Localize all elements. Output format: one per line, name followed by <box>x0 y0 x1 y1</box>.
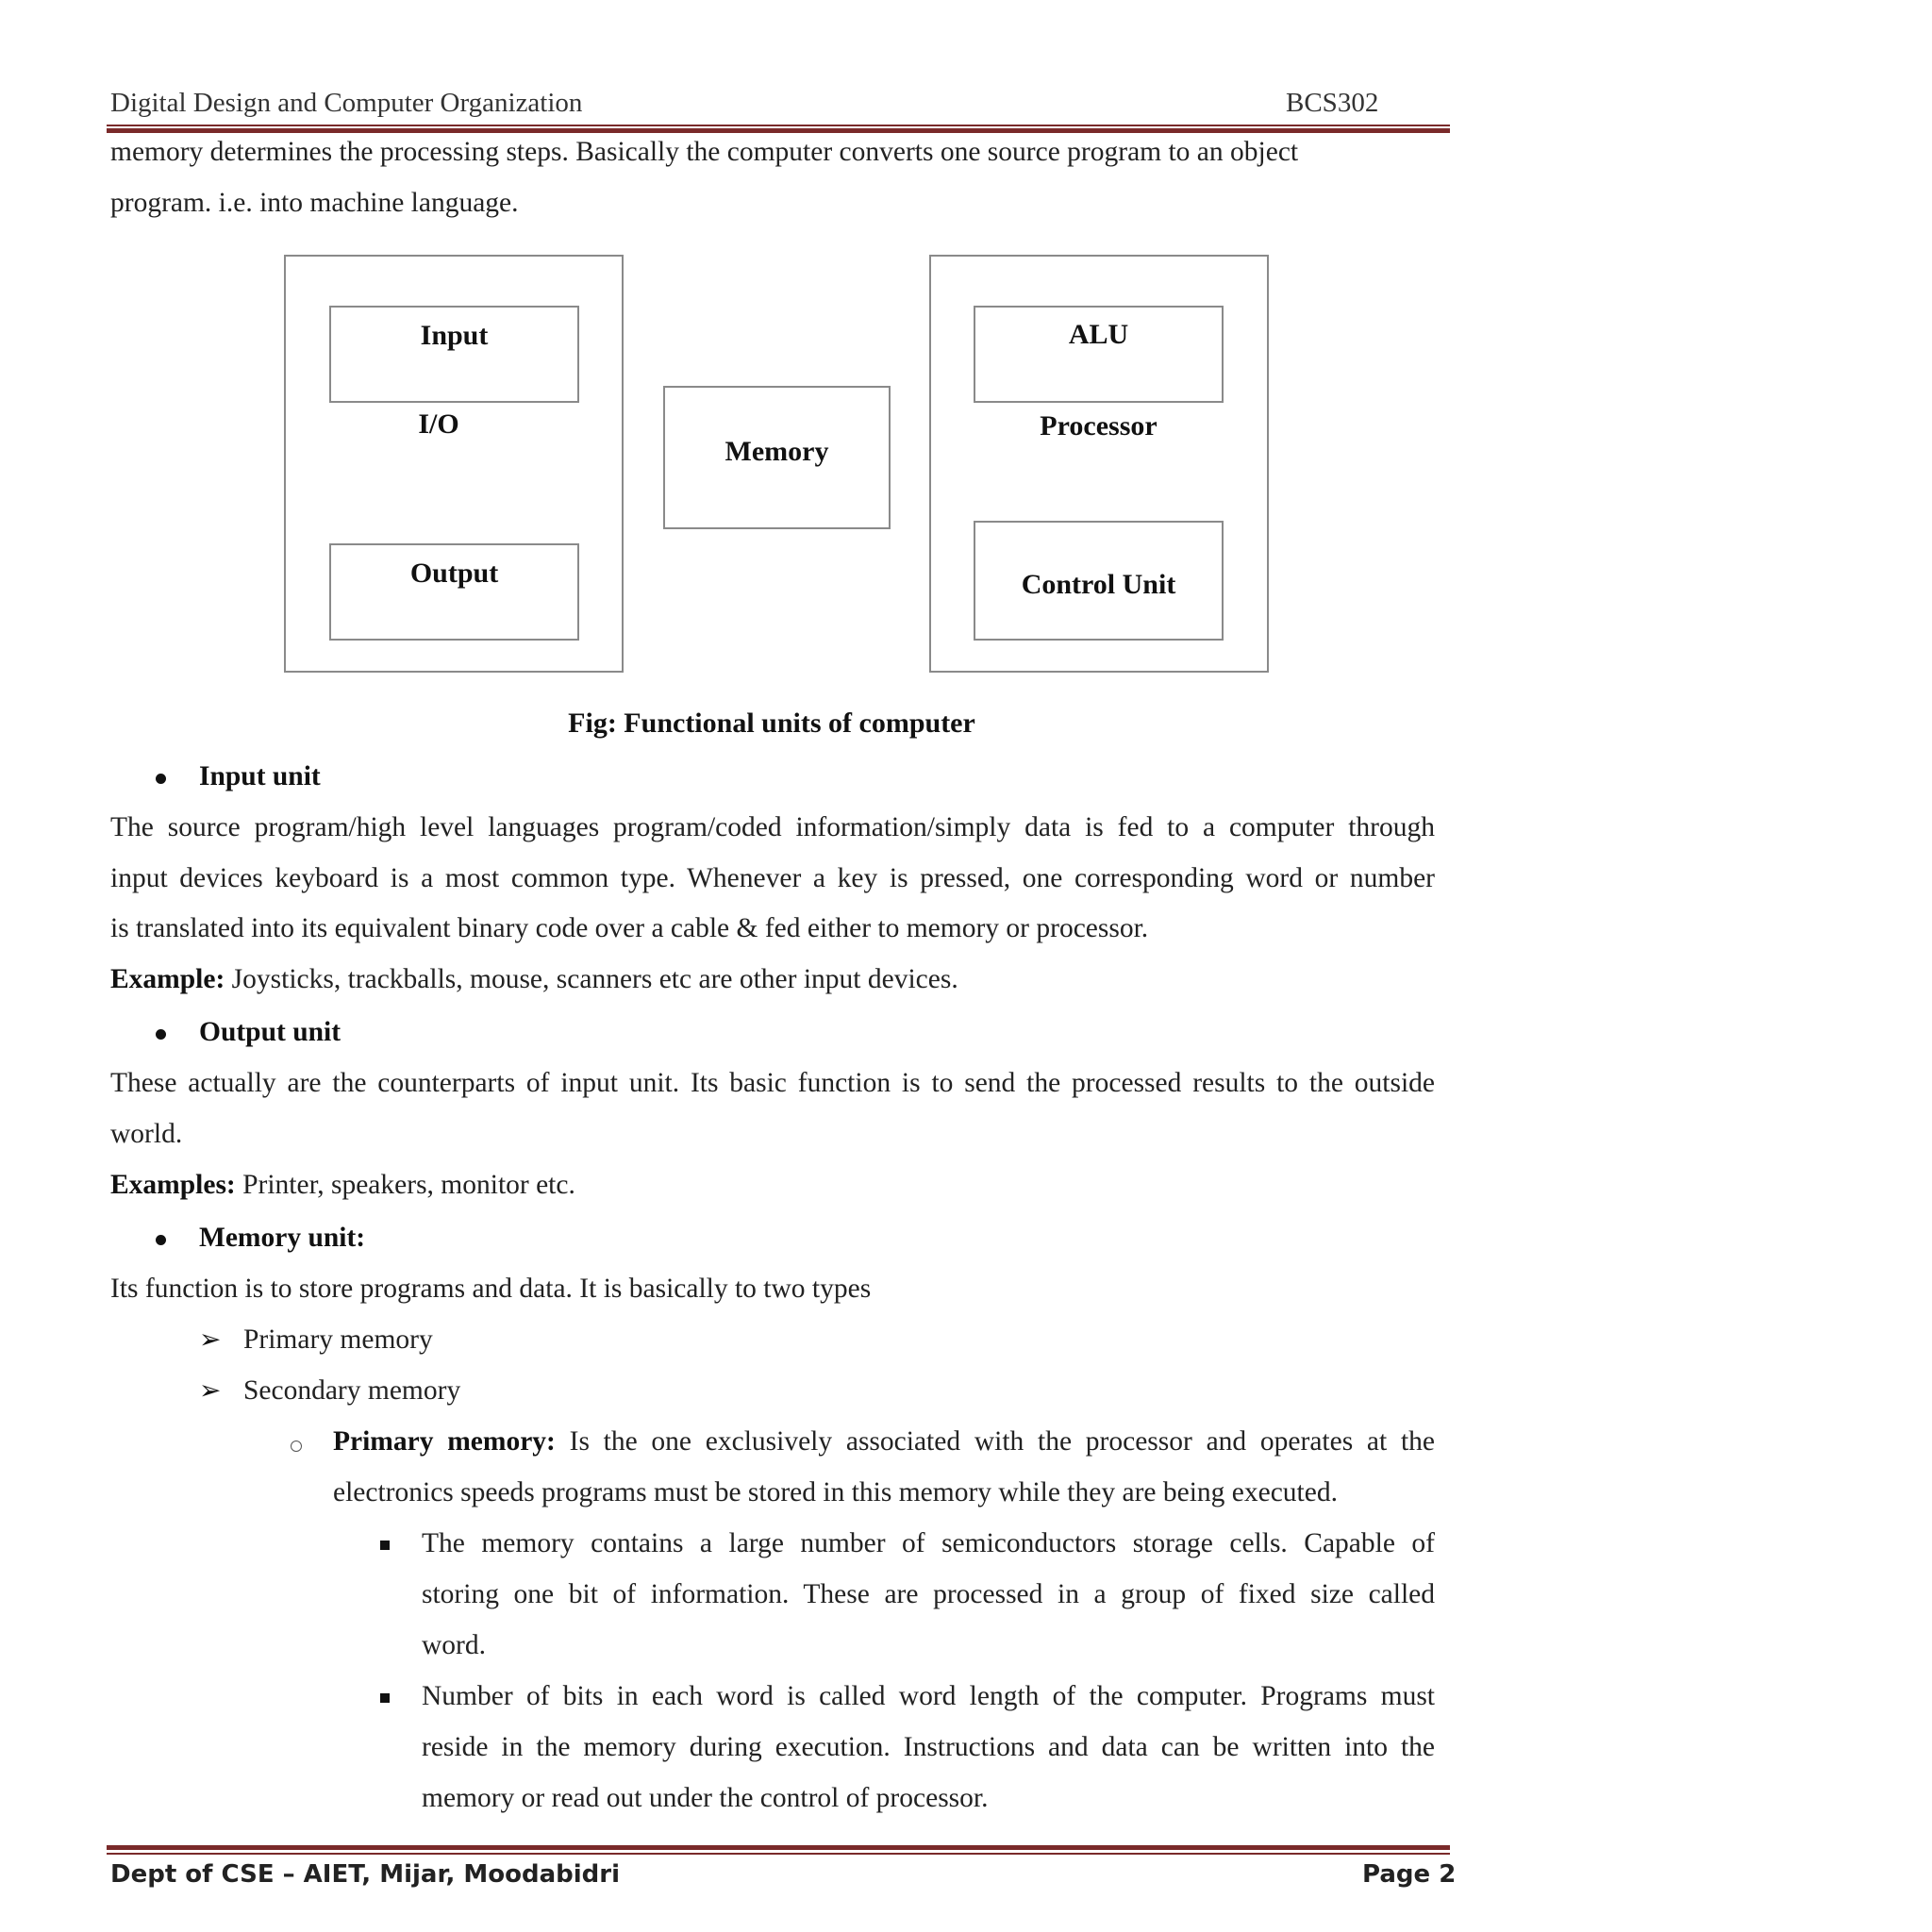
output-unit-line-1: These actually are the counterparts of input unit. Its basic function is to send the processed results to the outside <box>110 1068 1435 1098</box>
io-group-label: I/O <box>418 408 459 440</box>
memory-unit-intro: Its function is to store programs and data. It is basically to two types <box>110 1274 872 1304</box>
output-example <box>110 1170 575 1201</box>
arrow-bullet-icon: ➢ <box>199 1324 222 1355</box>
memory-type-secondary: Secondary memory <box>243 1375 461 1406</box>
output-unit-line-2: world. <box>110 1119 183 1149</box>
input-unit-line-2: input devices keyboard is a most common type. Whenever a key is pressed, one corresponding word or number <box>110 863 1435 893</box>
input-unit-line-1: The source program/high level languages program/coded information/simply data is fed to a computer through <box>110 812 1435 842</box>
control-unit-box-label: Control Unit <box>1021 569 1176 600</box>
memory-unit-heading: Memory unit: <box>199 1223 366 1253</box>
primary-memory-circle-bullet <box>291 1441 302 1452</box>
footer-page-number: Page 2 <box>1362 1860 1457 1889</box>
input-example <box>110 964 958 995</box>
output-unit-heading: Output unit <box>199 1017 341 1047</box>
primary-memory-line-1 <box>333 1426 1435 1457</box>
output-unit-bullet <box>156 1029 166 1040</box>
processor-group-label: Processor <box>1040 410 1158 441</box>
memory-box-label: Memory <box>724 436 829 467</box>
memory-unit-bullet <box>156 1235 166 1245</box>
arrow-bullet-icon: ➢ <box>199 1374 222 1406</box>
point-1-line-3: word. <box>422 1630 487 1660</box>
input-unit-bullet <box>156 774 166 784</box>
input-unit-line-3: is translated into its equivalent binary code over a cable & fed either to memory or processor. <box>110 913 1149 943</box>
primary-memory-line-2: electronics speeds programs must be stored in this memory while they are being executed. <box>333 1477 1338 1507</box>
figure-caption: Fig: Functional units of computer <box>568 708 975 739</box>
input-example-text: Joysticks, trackballs, mouse, scanners etc are other input devices. <box>225 964 958 994</box>
header-title: Digital Design and Computer Organization <box>110 88 583 118</box>
header-course-code: BCS302 <box>1286 88 1379 118</box>
intro-line-1: memory determines the processing steps. Basically the computer converts one source program to an object <box>110 137 1299 167</box>
point-2-line-3: memory or read out under the control of processor. <box>422 1783 989 1813</box>
primary-memory-label: Primary memory: <box>333 1426 556 1457</box>
point-1-line-2: storing one bit of information. These are processed in a group of fixed size called <box>422 1579 1435 1609</box>
output-example-label: Examples: <box>110 1170 236 1200</box>
square-bullet-1 <box>380 1541 390 1550</box>
point-1-line-1: The memory contains a large number of semiconductors storage cells. Capable of <box>422 1528 1435 1558</box>
input-example-label: Example: <box>110 964 225 994</box>
footer-rule-thick <box>107 1845 1450 1850</box>
point-2-line-2: reside in the memory during execution. Instructions and data can be written into the <box>422 1732 1435 1762</box>
primary-memory-text: Is the one exclusively associated with the processor and operates at the <box>555 1426 1435 1457</box>
intro-line-2: program. i.e. into machine language. <box>110 188 519 218</box>
output-example-text: Printer, speakers, monitor etc. <box>235 1170 575 1200</box>
footer-rule-thin <box>107 1853 1450 1855</box>
alu-box-label: ALU <box>1068 319 1129 350</box>
header-rule-thin <box>107 125 1450 126</box>
header-rule-thick <box>107 128 1450 133</box>
square-bullet-2 <box>380 1693 390 1703</box>
point-2-line-1: Number of bits in each word is called word length of the computer. Programs must <box>422 1681 1435 1711</box>
output-box-label: Output <box>409 558 499 589</box>
footer-department: Dept of CSE – AIET, Mijar, Moodabidri <box>110 1860 620 1889</box>
memory-type-primary: Primary memory <box>243 1324 433 1355</box>
input-unit-heading: Input unit <box>199 761 321 791</box>
input-box-label: Input <box>420 320 489 351</box>
